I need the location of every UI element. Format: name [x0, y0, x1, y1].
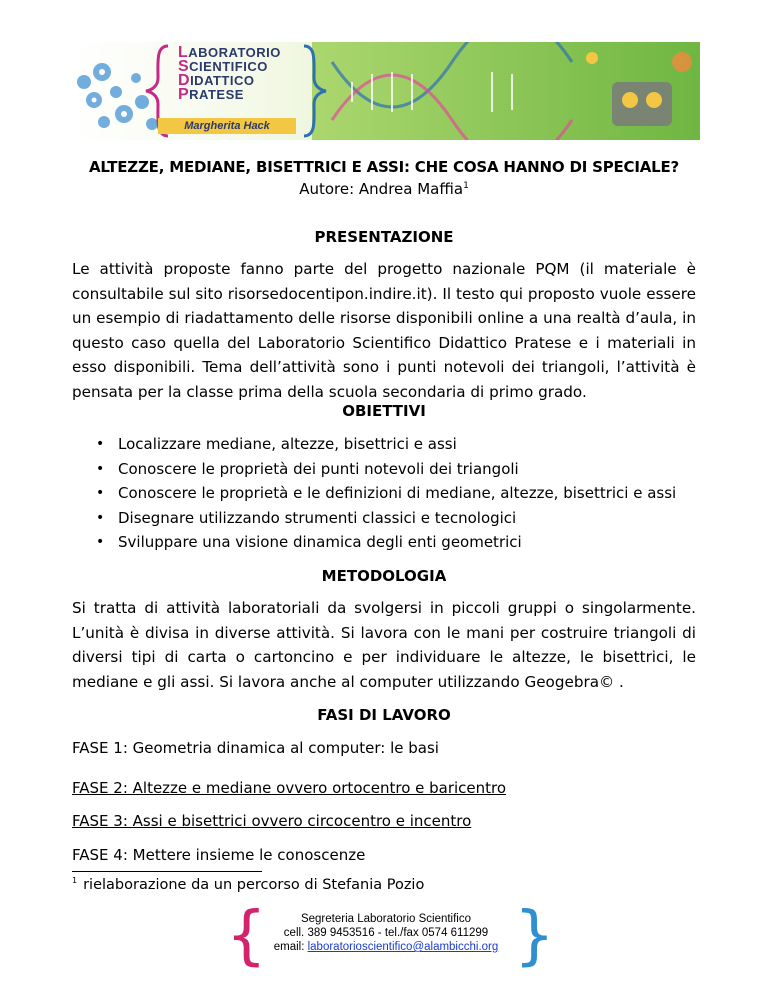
footnote-text: rielaborazione da un percorso di Stefania Pozio [83, 876, 425, 893]
footnote [72, 876, 424, 893]
list-item: • Localizzare mediane, altezze, bisettrici e assi [96, 432, 676, 457]
right-brace-icon: } [514, 899, 555, 973]
logo-word: CIENTIFICO [189, 59, 268, 74]
footer-email-link[interactable]: laboratorioscientifico@alambicchi.org [307, 941, 499, 953]
objectives-list [96, 432, 676, 555]
footer-org: Segreteria Laboratorio Scientifico [300, 913, 472, 925]
logo-letter: P [178, 86, 190, 103]
list-item: • Sviluppare una visione dinamica degli enti geometrici [96, 530, 676, 555]
logo-word: ABORATORIO [188, 45, 281, 60]
footnote-number: 1 [72, 876, 78, 885]
logo-wordmark [178, 46, 281, 102]
page-footer [0, 899, 768, 973]
footer-contact [260, 912, 512, 954]
phase-4: FASE 4: Mettere insieme le conoscenze [72, 846, 366, 864]
logo-word: IDATTICO [190, 73, 255, 88]
heading-presentazione: PRESENTAZIONE [314, 228, 454, 246]
paragraph-presentazione: Le attività proposte fanno parte del progetto nazionale PQM (il materiale è consultabile sul sito risorsedocentipon.indire.it). Il testo qui proposto vuole essere un esempio di riadattamento delle risorse disponibili online a una realtà d’aula, in questo caso quella del Laboratorio Scientifico Didattico Pratese e i materiali in esso disponibili. Tema dell’attività sono i punti notevoli dei triangoli, l’attività è pensata per la classe prima della scuola secondaria di primo grado. [72, 260, 696, 401]
author-name: Autore: Andrea Maffia [299, 180, 464, 198]
logo-letter: S [178, 58, 190, 75]
left-brace-icon: { [226, 899, 267, 973]
logo-word: RATESE [189, 87, 244, 102]
footer-email-line [260, 940, 512, 954]
logo-letter: L [178, 44, 189, 61]
list-item: • Conoscere le proprietà dei punti notevoli dei triangoli [96, 457, 676, 482]
heading-fasi: FASI DI LAVORO [317, 706, 451, 724]
header-banner [72, 42, 700, 140]
footer-email-label: email: [273, 941, 308, 953]
footnote-divider [72, 871, 262, 872]
logo-letter: D [178, 72, 191, 89]
logo-tagline: Margherita Hack [158, 118, 296, 134]
phase-1: FASE 1: Geometria dinamica al computer: le basi [72, 739, 439, 757]
heading-obiettivi: OBIETTIVI [342, 402, 426, 420]
footnote-ref: 1 [463, 181, 469, 191]
list-item: • Disegnare utilizzando strumenti classici e tecnologici [96, 506, 676, 531]
author-line [0, 180, 768, 198]
paragraph-metodologia: Si tratta di attività laboratoriali da svolgersi in piccoli gruppi o singolarmente. L’unità è divisa in diverse attività. Si lavora con le mani per costruire triangoli di diversi tipi di carta o cartoncino e per individuare le altezze, le bisettrici, le mediane e gli assi. Si lavora anche al computer utilizzando Geogebra© . [72, 599, 696, 691]
document-title: ALTEZZE, MEDIANE, BISETTRICI E ASSI: CHE COSA HANNO DI SPECIALE? [88, 158, 680, 176]
phase-2-link[interactable]: FASE 2: Altezze e mediane ovvero ortocentro e baricentro [72, 779, 507, 797]
phase-3-link[interactable]: FASE 3: Assi e bisettrici ovvero circocentro e incentro [72, 812, 472, 830]
heading-metodologia: METODOLOGIA [321, 567, 447, 585]
list-item: • Conoscere le proprietà e le definizioni di mediane, altezze, bisettrici e assi [96, 481, 676, 506]
footer-phone: cell. 389 9453516 - tel./fax 0574 611299 [283, 927, 489, 939]
